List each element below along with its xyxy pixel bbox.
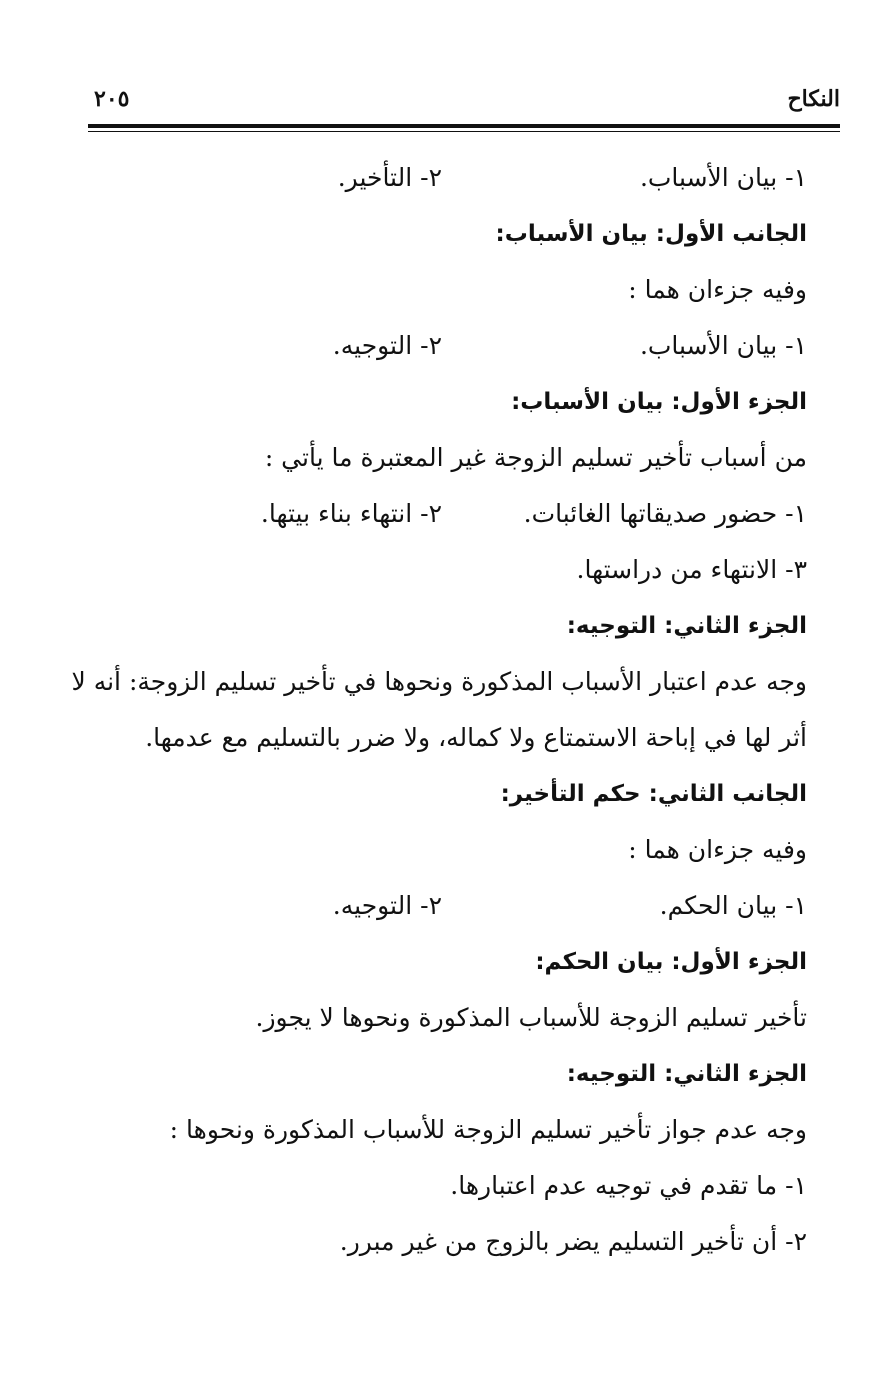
list-line [67,318,807,374]
list-item: ١- بيان الأسباب. [639,163,807,192]
list-line [67,486,807,542]
list-item: ٢- التأخير. [337,163,442,192]
section-heading: الجانب الثاني: حكم التأخير: [500,781,807,807]
list-item: ٢- انتهاء بناء بيتها. [260,499,442,528]
text-line: وفيه جزءان هما : [628,275,807,304]
list-item: ٢- التوجيه. [332,891,442,920]
section-heading: الجزء الثاني: التوجيه: [566,613,807,639]
list-item: ١- حضور صديقاتها الغائبات. [523,499,807,528]
section-heading: الجزء الثاني: التوجيه: [566,1061,807,1087]
list-item: ١- بيان الحكم. [659,891,807,920]
section-heading: الجزء الأول: بيان الحكم: [535,949,807,975]
list-item: ١- ما تقدم في توجيه عدم اعتبارها. [450,1171,807,1200]
list-item: ١- بيان الأسباب. [639,331,807,360]
text-line: تأخير تسليم الزوجة للأسباب المذكورة ونحوها لا يجوز. [255,1003,807,1032]
running-title: النكاح [787,86,840,112]
text-line: وفيه جزءان هما : [628,835,807,864]
page-body [67,150,807,1270]
paragraph-line: أثر لها في إباحة الاستمتاع ولا كماله، ولا ضرر بالتسليم مع عدمها. [145,723,807,752]
header-rule-thick [88,124,840,128]
text-line: وجه عدم جواز تأخير تسليم الزوجة للأسباب المذكورة ونحوها : [169,1115,807,1144]
list-line [67,150,807,206]
page-header [88,84,840,116]
header-rule-thin [88,131,840,132]
list-item: ٢- التوجيه. [332,331,442,360]
section-heading: الجزء الأول: بيان الأسباب: [511,389,807,415]
list-item: ٢- أن تأخير التسليم يضر بالزوج من غير مبرر. [339,1227,807,1256]
text-line: من أسباب تأخير تسليم الزوجة غير المعتبرة ما يأتي : [264,443,807,472]
list-line [67,878,807,934]
paragraph-line: وجه عدم اعتبار الأسباب المذكورة ونحوها في تأخير تسليم الزوجة: أنه لا [71,667,807,696]
list-item: ٣- الانتهاء من دراستها. [576,555,807,584]
page-number: ٢٠٥ [94,86,130,112]
section-heading: الجانب الأول: بيان الأسباب: [495,221,807,247]
